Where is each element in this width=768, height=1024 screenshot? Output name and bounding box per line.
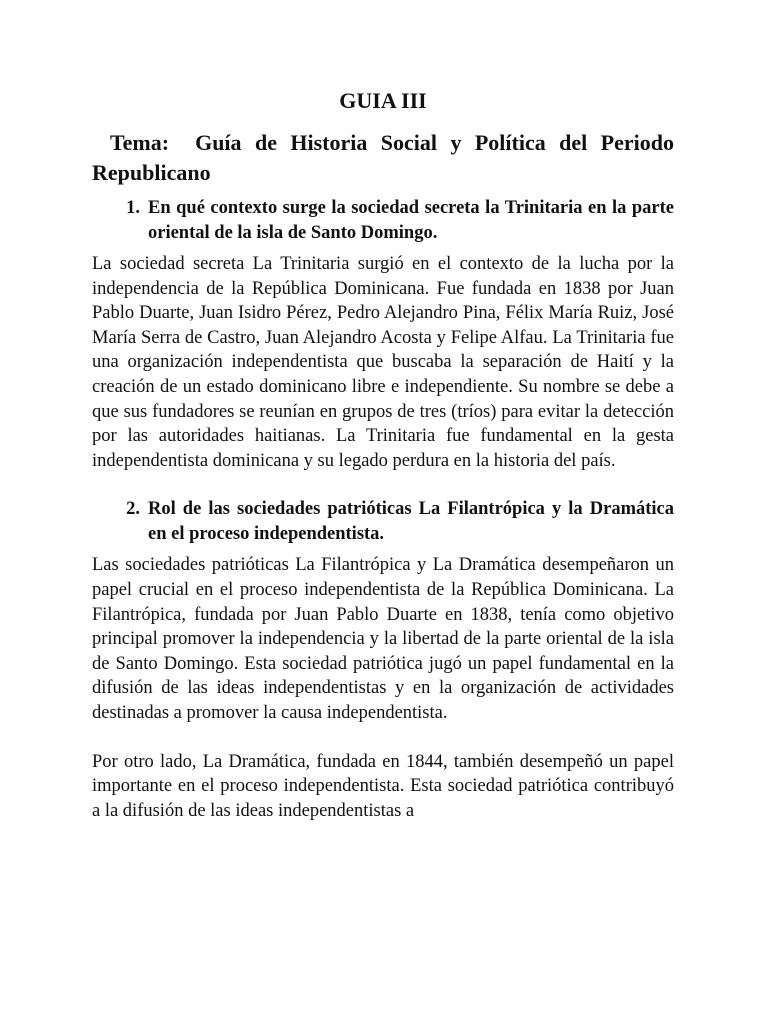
page-title: GUIA III (339, 88, 427, 113)
question-number: 2. (126, 499, 140, 520)
answer-paragraph: La sociedad secreta La Trinitaria surgió en el contexto de la lucha por la independencia de la República Dominicana. Fue fundada en 1838 por Juan Pablo Duarte, Juan Isidro Pérez, Pedro Alejandro Pina, Félix María Ruiz, José María Serra de Castro, Juan Alejandro Acosta y Felipe Alfau. La Trinitaria fue una organización independentista que buscaba la separación de Haití y la creación de un estado dominicano libre e independiente. Su nombre se debe a que sus fundadores se reunían en grupos de tres (tríos) para evitar la detección por las autoridades haitianas. La Trinitaria fue fundamental en la gesta independentista dominicana y su legado perdura en la historia del país. (92, 254, 674, 471)
question-number: 1. (126, 198, 140, 218)
question-text: Rol de las sociedades patrióticas La Filantrópica y la Dramática en el proceso independentista. (148, 499, 674, 545)
tema-text: Guía de Historia Social y Política del Periodo Republicano (92, 130, 674, 185)
answer-paragraph: Las sociedades patrióticas La Filantrópica y La Dramática desempeñaron un papel crucial en el proceso independentista de la República Dominicana. La Filantrópica, fundada por Juan Pablo Duarte en 1838, tenía como objetivo principal promover la independencia y la libertad de la parte oriental de la isla de Santo Domingo. Esta sociedad patriótica jugó un papel fundamental en la difusión de las ideas independentistas y en la organización de actividades destinadas a promover la causa independentista. (92, 555, 674, 723)
question-text: En qué contexto surge la sociedad secreta la Trinitaria en la parte oriental de la isla de Santo Domingo. (148, 198, 674, 243)
document-page (92, 82, 674, 823)
tema-label: Tema: (110, 130, 170, 155)
question-2-heading (92, 497, 674, 547)
tema-heading (92, 128, 674, 188)
answer-paragraph: Por otro lado, La Dramática, fundada en 1844, también desempeñó un papel importante en el proceso independentista. Esta sociedad patriótica contribuyó a la difusión de las ideas independentistas a (92, 751, 674, 821)
question-1-heading (92, 196, 674, 246)
